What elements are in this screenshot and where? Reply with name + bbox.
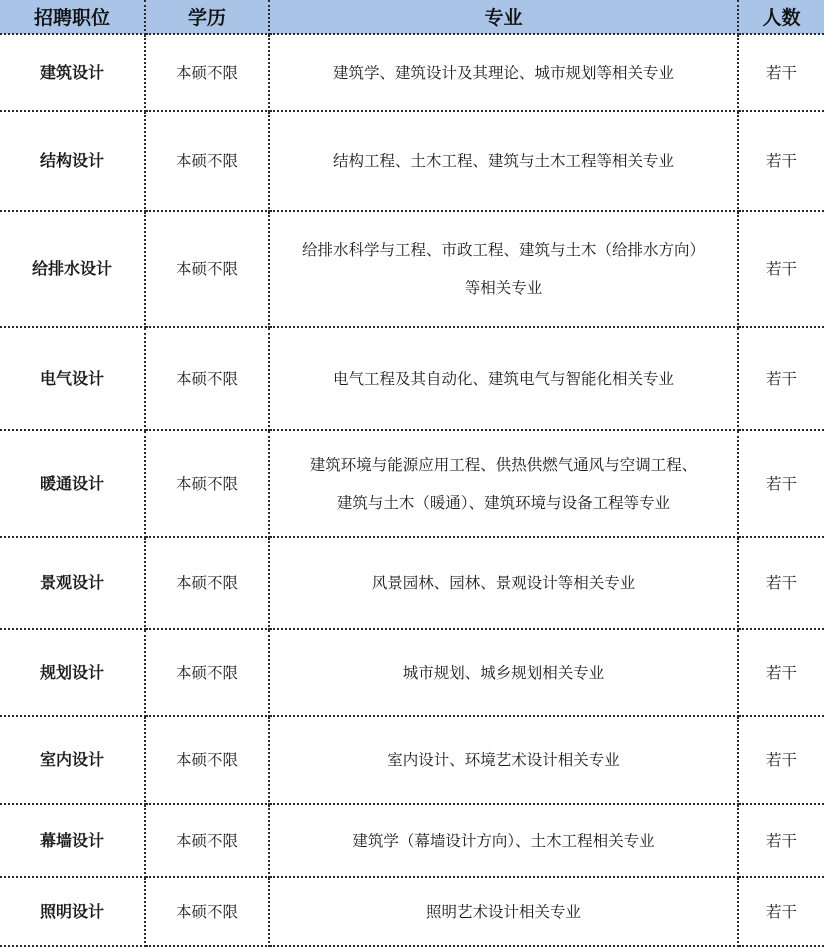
cell-major [269,877,738,946]
cell-education: 本硕不限 [145,537,269,629]
header-education: 学历 [145,0,269,34]
table-row [0,430,824,537]
cell-education: 本硕不限 [145,629,269,716]
major-line: 室内设计、环境艺术设计相关专业 [387,751,620,769]
cell-major [269,716,738,804]
major-line: 建筑与土木（暖通）、建筑环境与设备工程等专业 [336,493,671,512]
major-line: 等相关专业 [464,279,543,297]
major-line: 电气工程及其自动化、建筑电气与智能化相关专业 [332,369,674,388]
cell-position: 幕墙设计 [0,804,145,877]
major-line: 照明艺术设计相关专业 [425,902,581,921]
major-line: 风景园林、园林、景观设计等相关专业 [371,574,636,592]
cell-major [269,537,738,629]
table-row [0,111,824,211]
header-row [0,0,824,34]
cell-education: 本硕不限 [145,211,269,327]
major-line: 建筑环境与能源应用工程、供热供燃气通风与空调工程、 [309,455,698,474]
cell-count: 若干 [738,804,824,877]
cell-count: 若干 [738,211,824,327]
major-line: 建筑学、建筑设计及其理论、城市规划等相关专业 [332,63,674,82]
cell-major [269,34,738,111]
major-line: 给排水科学与工程、市政工程、建筑与土木（给排水方向） [301,241,705,259]
cell-education: 本硕不限 [145,877,269,946]
cell-position: 电气设计 [0,327,145,430]
cell-major [269,804,738,877]
cell-education: 本硕不限 [145,111,269,211]
table-row [0,34,824,111]
cell-major [269,629,738,716]
cell-education: 本硕不限 [145,327,269,430]
header-position: 招聘职位 [0,0,145,34]
cell-count: 若干 [738,327,824,430]
cell-major [269,430,738,537]
cell-position: 给排水设计 [0,211,145,327]
header-major: 专业 [269,0,738,34]
major-line: 城市规划、城乡规划相关专业 [402,663,605,682]
cell-position: 建筑设计 [0,34,145,111]
cell-education: 本硕不限 [145,804,269,877]
table-row [0,804,824,877]
cell-count: 若干 [738,877,824,946]
cell-education: 本硕不限 [145,430,269,537]
cell-education: 本硕不限 [145,34,269,111]
cell-position: 景观设计 [0,537,145,629]
cell-count: 若干 [738,111,824,211]
major-line: 建筑学（幕墙设计方向）、土木工程相关专业 [352,831,655,850]
cell-position: 规划设计 [0,629,145,716]
cell-count: 若干 [738,537,824,629]
cell-count: 若干 [738,716,824,804]
table-row [0,877,824,946]
cell-major [269,111,738,211]
major-line: 结构工程、土木工程、建筑与土木工程等相关专业 [332,152,674,170]
table-row [0,327,824,430]
cell-major [269,327,738,430]
cell-position: 照明设计 [0,877,145,946]
cell-count: 若干 [738,430,824,537]
cell-position: 暖通设计 [0,430,145,537]
cell-major [269,211,738,327]
table-row [0,537,824,629]
table-row [0,716,824,804]
table-row [0,211,824,327]
cell-count: 若干 [738,629,824,716]
header-count: 人数 [738,0,824,34]
table-row [0,629,824,716]
cell-position: 结构设计 [0,111,145,211]
cell-education: 本硕不限 [145,716,269,804]
cell-count: 若干 [738,34,824,111]
cell-position: 室内设计 [0,716,145,804]
